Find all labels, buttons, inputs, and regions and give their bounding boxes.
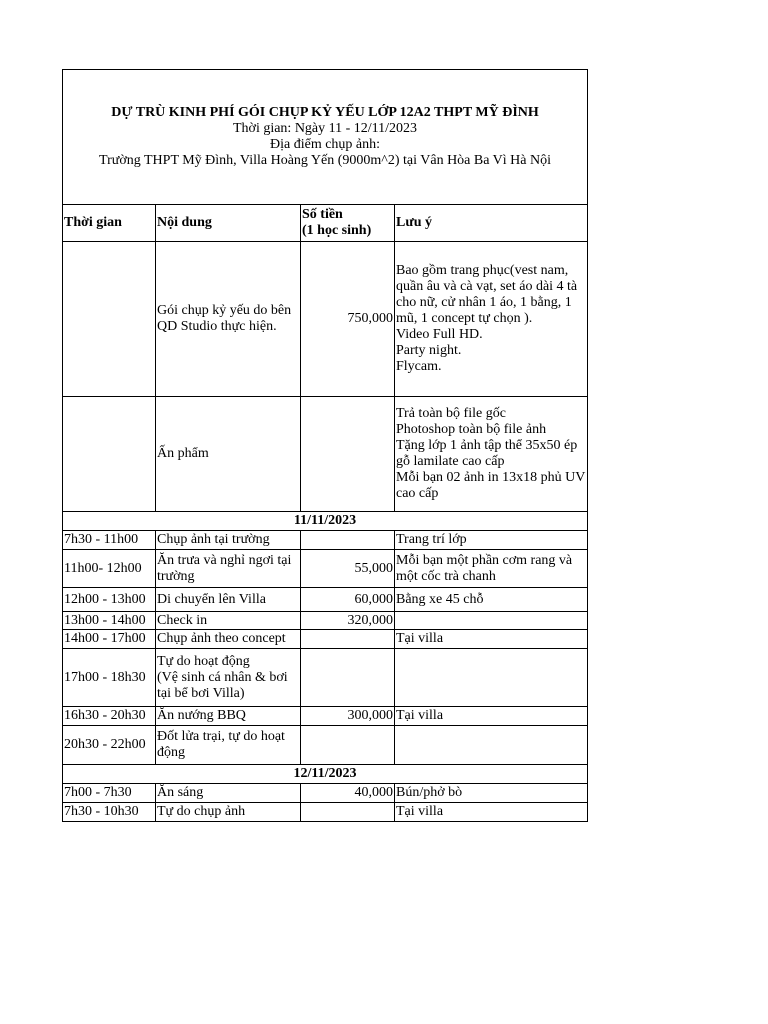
table-row [63,612,588,630]
table-row [63,649,588,707]
day1-date-row [63,512,588,531]
row-amount: 300,000 [301,707,395,726]
prints-row [63,397,588,512]
col-header-amount-line1: Số tiền [302,207,343,222]
row-note: Tại villa [395,707,588,726]
col-header-amount-line2: (1 học sinh) [302,223,372,238]
row-time: 7h30 - 10h30 [63,803,156,822]
row-content: Chụp ảnh tại trường [156,531,301,550]
row-time: 7h30 - 11h00 [63,531,156,550]
row-note: Bún/phở bò [395,784,588,803]
row-note: Tại villa [395,803,588,822]
day1-date: 11/11/2023 [63,512,588,531]
col-header-content: Nội dung [156,205,301,242]
row-amount: 60,000 [301,588,395,612]
package-time [63,242,156,397]
row-content: Tự do chụp ảnh [156,803,301,822]
row-content: Ăn sáng [156,784,301,803]
package-row [63,242,588,397]
row-note: Trang trí lớp [395,531,588,550]
row-amount [301,726,395,765]
table-row [63,803,588,822]
prints-note-4: Mỗi bạn 02 ảnh in 13x18 phủ UV cao cấp [396,470,586,501]
row-amount [301,630,395,649]
row-amount: 55,000 [301,550,395,588]
package-amount: 750,000 [301,242,395,397]
package-note-3: Party night. [396,343,462,358]
day2-date-row [63,765,588,784]
table-row [63,550,588,588]
row-note: Bằng xe 45 chỗ [395,588,588,612]
budget-sheet [62,69,588,822]
row-amount: 320,000 [301,612,395,630]
package-note-4: Flycam. [396,359,442,374]
row-amount [301,531,395,550]
prints-notes [395,397,588,512]
table-row [63,531,588,550]
row-time: 17h00 - 18h30 [63,649,156,707]
title-cell [63,70,588,205]
prints-time [63,397,156,512]
row-content: Ăn trưa và nghỉ ngơi tại trường [156,550,301,588]
row-content-line-1: Tự do hoạt động [157,653,250,669]
prints-note-3: Tặng lớp 1 ảnh tập thể 35x50 ép gỗ lamilate cao cấp [396,438,578,469]
prints-amount [301,397,395,512]
row-note: Mỗi bạn một phần cơm rang và một cốc trà chanh [395,550,588,588]
row-note [395,612,588,630]
table-row [63,784,588,803]
row-note [395,649,588,707]
row-time: 16h30 - 20h30 [63,707,156,726]
prints-note-2: Photoshop toàn bộ file ảnh [396,422,547,437]
row-content: Di chuyển lên Villa [156,588,301,612]
location-text: Trường THPT Mỹ Đình, Villa Hoàng Yến (9000m^2) tại Vân Hòa Ba Vì Hà Nội [99,153,552,168]
row-amount [301,649,395,707]
package-content: Gói chụp kỷ yếu do bên QD Studio thực hiện. [156,242,301,397]
row-amount: 40,000 [301,784,395,803]
table-row [63,630,588,649]
package-note-2: Video Full HD. [396,327,483,342]
row-content: Ăn nướng BBQ [156,707,301,726]
row-time: 20h30 - 22h00 [63,726,156,765]
row-time: 11h00- 12h00 [63,550,156,588]
col-header-amount [301,205,395,242]
sheet-title: DỰ TRÙ KINH PHÍ GÓI CHỤP KỶ YẾU LỚP 12A2 THPT MỸ ĐÌNH [111,105,539,120]
table-row [63,726,588,765]
location-label: Địa điểm chụp ảnh: [270,137,381,152]
row-time: 12h00 - 13h00 [63,588,156,612]
column-header-row [63,205,588,242]
row-content: Check in [156,612,301,630]
event-time: Thời gian: Ngày 11 - 12/11/2023 [232,121,418,136]
package-notes [395,242,588,397]
row-time: 14h00 - 17h00 [63,630,156,649]
row-note [395,726,588,765]
table-row [63,588,588,612]
col-header-time: Thời gian [63,205,156,242]
package-note-1: Bao gồm trang phục(vest nam, quần âu và cà vạt, set áo dài 4 tà cho nữ, cử nhân 1 áo, 1 bằng, 1 mũ, 1 concept tự chọn ). [396,263,578,326]
prints-note-1: Trả toàn bộ file gốc [396,406,506,421]
row-note: Tại villa [395,630,588,649]
row-content: Đốt lửa trại, tự do hoạt động [156,726,301,765]
row-amount [301,803,395,822]
prints-content: Ấn phẩm [156,397,301,512]
row-time: 7h00 - 7h30 [63,784,156,803]
col-header-note: Lưu ý [395,205,588,242]
day2-date: 12/11/2023 [63,765,588,784]
row-content: Chụp ảnh theo concept [156,630,301,649]
row-content-line-2: (Vệ sinh cá nhân & bơi tại bể bơi Villa) [157,669,288,701]
row-time: 13h00 - 14h00 [63,612,156,630]
row-content [156,649,301,707]
title-row [63,70,588,205]
table-row [63,707,588,726]
